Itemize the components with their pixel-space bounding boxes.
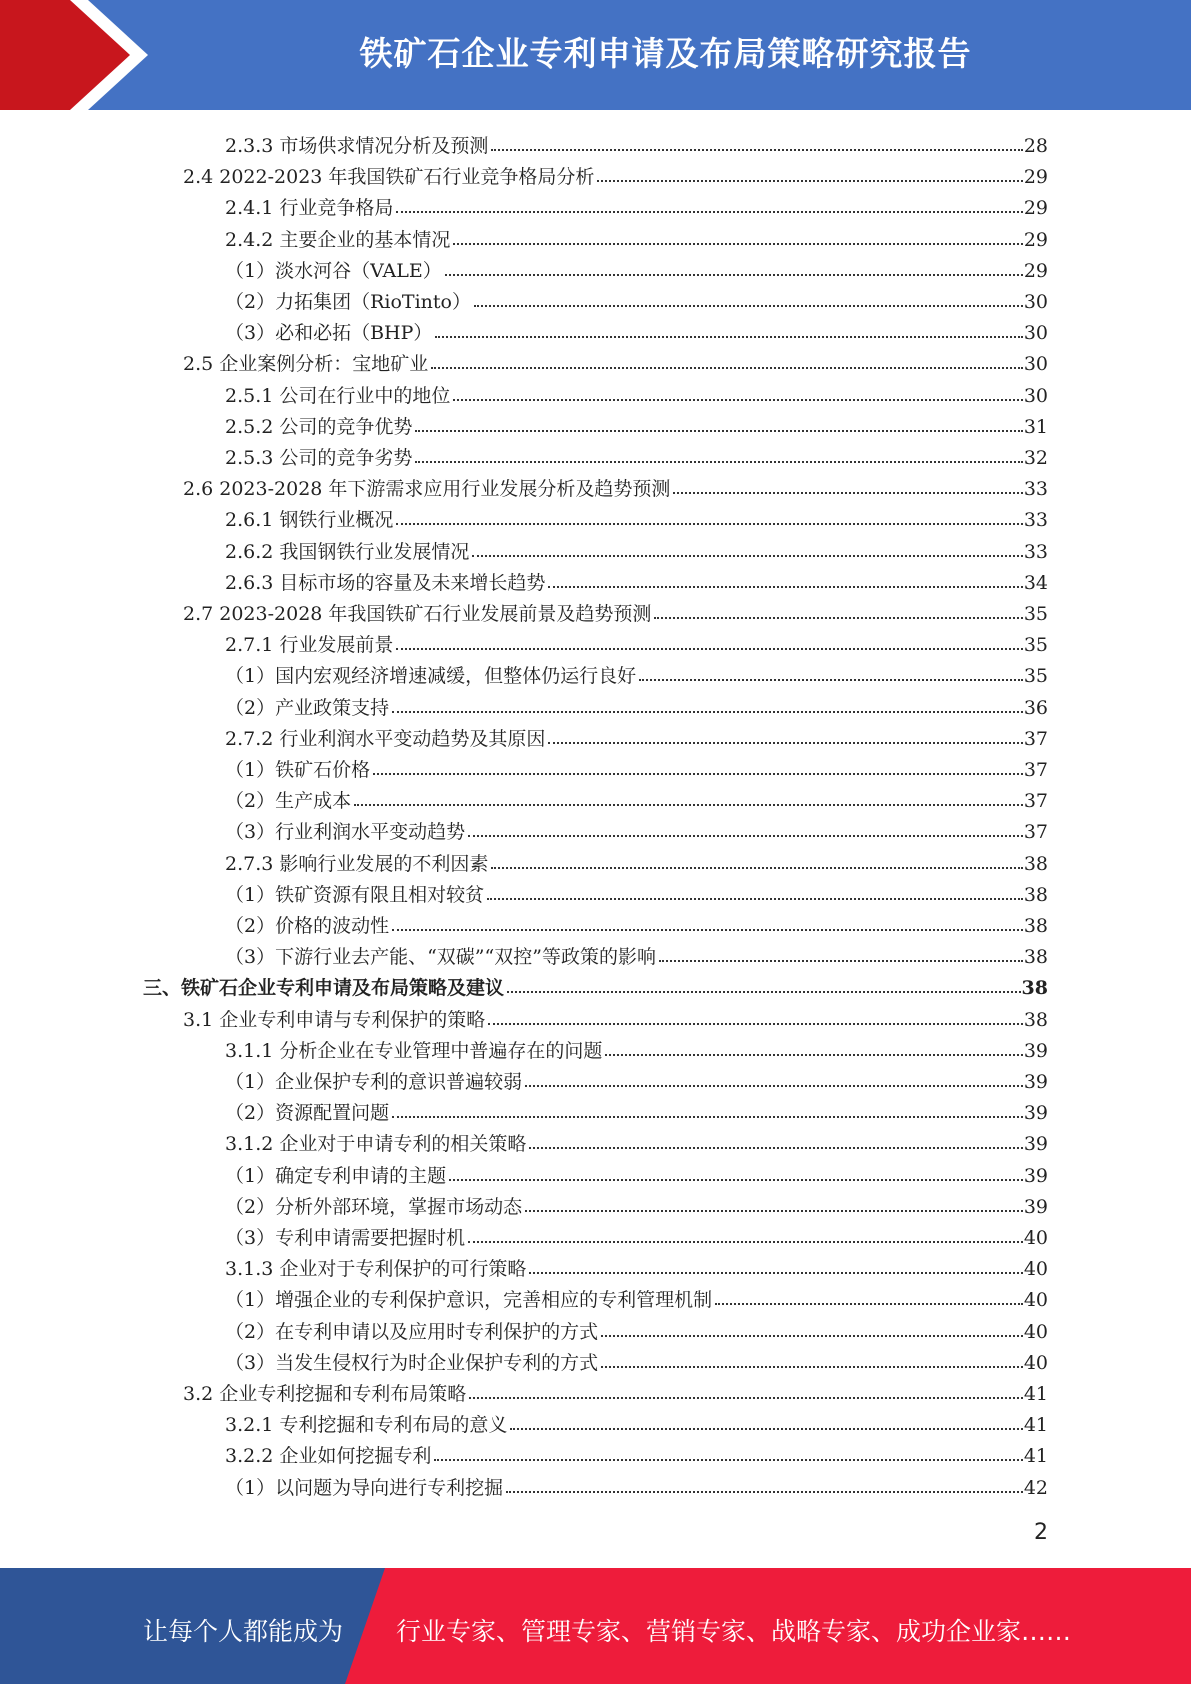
toc-entry-page: 31 (1023, 415, 1048, 438)
toc-dot-leader (392, 711, 1023, 713)
toc-dot-leader (654, 617, 1022, 619)
toc-entry-page: 29 (1023, 228, 1048, 251)
toc-entry-page: 30 (1023, 353, 1048, 376)
toc-entry-page: 40 (1023, 1351, 1048, 1374)
toc-dot-leader (392, 1116, 1023, 1118)
toc-entry-page: 29 (1023, 166, 1048, 189)
toc-entry-page: 40 (1023, 1227, 1048, 1249)
toc-entry[interactable] (225, 252, 1048, 283)
toc-dot-leader (507, 991, 1021, 993)
toc-entry-title: （2）力拓集团（RioTinto） (225, 291, 471, 313)
toc-entry[interactable] (225, 1032, 1048, 1063)
toc-entry[interactable] (183, 345, 1048, 376)
toc-entry-page: 36 (1023, 696, 1048, 719)
toc-entry-title: 2.7 2023-2028 年我国铁矿石行业发展前景及趋势预测 (183, 603, 652, 625)
toc-entry-title: 2.5 企业案例分析：宝地矿业 (183, 353, 429, 376)
toc-entry[interactable] (225, 1094, 1048, 1125)
toc-entry-page: 40 (1023, 1289, 1048, 1312)
toc-entry[interactable] (225, 1281, 1048, 1312)
toc-dot-leader (639, 679, 1023, 681)
toc-entry-title: 3.1.1 分析企业在专业管理中普遍存在的问题 (225, 1039, 603, 1062)
toc-dot-leader (715, 1303, 1023, 1305)
toc-dot-leader (548, 742, 1022, 744)
toc-entry-title: 2.4 2022-2023 年我国铁矿石行业竞争格局分析 (183, 166, 595, 189)
toc-entry-title: 3.1.2 企业对于申请专利的相关策略 (225, 1133, 527, 1156)
toc-entry-page: 41 (1023, 1383, 1048, 1405)
toc-entry[interactable] (225, 938, 1048, 969)
toc-dot-leader (468, 1241, 1023, 1243)
toc-entry-page: 41 (1023, 1445, 1048, 1468)
toc-entry-title: 2.6.1 钢铁行业概况 (225, 509, 394, 532)
toc-entry-page: 38 (1023, 852, 1048, 875)
toc-dot-leader (488, 1023, 1023, 1025)
toc-entry[interactable] (225, 377, 1048, 408)
toc-entry-title: 3.2 企业专利挖掘和专利布局策略 (183, 1383, 467, 1405)
toc-entry[interactable] (225, 1250, 1048, 1281)
toc-dot-leader (434, 1459, 1022, 1461)
toc-entry-title: （1）企业保护专利的意识普遍较弱 (225, 1071, 523, 1093)
toc-entry[interactable] (225, 564, 1048, 595)
toc-dot-leader (601, 1335, 1023, 1337)
toc-entry-title: （2）分析外部环境，掌握市场动态 (225, 1195, 523, 1218)
page-header (0, 0, 1191, 110)
toc-entry[interactable] (183, 158, 1048, 189)
report-title: 铁矿石企业专利申请及布局策略研究报告 (359, 34, 972, 73)
toc-entry[interactable] (225, 314, 1048, 345)
toc-entry-title: 2.3.3 市场供求情况分析及预测 (225, 135, 489, 157)
toc-entry-title: （1）增强企业的专利保护意识，完善相应的专利管理机制 (225, 1289, 713, 1312)
toc-entry-page: 38 (1021, 977, 1048, 1000)
toc-dot-leader (474, 305, 1023, 307)
toc-entry-title: （3）当发生侵权行为时企业保护专利的方式 (225, 1351, 599, 1374)
toc-entry-page: 39 (1023, 1195, 1048, 1218)
toc-entry-page: 39 (1023, 1164, 1048, 1187)
toc-dot-leader (373, 773, 1023, 775)
toc-entry-title: 2.5.1 公司在行业中的地位 (225, 384, 451, 407)
toc-entry[interactable] (225, 189, 1048, 220)
toc-entry-page: 39 (1023, 1133, 1048, 1156)
toc-entry[interactable] (225, 1125, 1048, 1156)
toc-dot-leader (673, 492, 1022, 494)
toc-entry-page: 38 (1023, 946, 1048, 969)
toc-dot-leader (396, 211, 1022, 213)
toc-entry[interactable] (225, 907, 1048, 938)
toc-entry-title: （2）生产成本 (225, 790, 352, 813)
toc-entry-title: 3.2.1 专利挖掘和专利布局的意义 (225, 1414, 508, 1437)
toc-dot-leader (487, 898, 1023, 900)
toc-entry[interactable] (225, 813, 1048, 844)
toc-entry[interactable] (225, 720, 1048, 751)
toc-dot-leader (396, 523, 1022, 525)
toc-dot-leader (601, 1366, 1023, 1368)
toc-entry-page: 30 (1023, 291, 1048, 313)
toc-dot-leader (469, 1397, 1023, 1399)
toc-entry-title: （3）必和必拓（BHP） (225, 322, 433, 345)
toc-entry-page: 40 (1023, 1258, 1048, 1281)
toc-entry-page: 28 (1023, 135, 1048, 157)
toc-entry-title: （2）产业政策支持 (225, 696, 390, 719)
toc-entry-page: 29 (1023, 259, 1048, 282)
toc-entry[interactable] (225, 626, 1048, 657)
toc-entry[interactable] (225, 127, 1048, 158)
toc-entry[interactable] (225, 283, 1048, 314)
toc-entry-page: 38 (1023, 883, 1048, 906)
toc-entry-title: 2.6 2023-2028 年下游需求应用行业发展分析及趋势预测 (183, 478, 671, 501)
toc-entry-page: 34 (1023, 571, 1048, 594)
toc-entry-title: （1）铁矿石价格 (225, 759, 371, 781)
toc-entry[interactable] (225, 1063, 1048, 1094)
toc-entry-title: 三、铁矿石企业专利申请及布局策略及建议 (143, 977, 505, 1000)
toc-dot-leader (491, 867, 1022, 869)
toc-entry-page: 30 (1023, 384, 1048, 407)
toc-dot-leader (396, 648, 1022, 650)
toc-entry[interactable] (183, 595, 1048, 626)
toc-entry-page: 37 (1023, 790, 1048, 813)
toc-dot-leader (415, 430, 1022, 432)
toc-entry[interactable] (225, 876, 1048, 907)
toc-entry-title: 2.6.2 我国钢铁行业发展情况 (225, 540, 470, 563)
toc-entry-page: 33 (1023, 509, 1048, 532)
toc-dot-leader (453, 399, 1022, 401)
toc-entry[interactable] (183, 1001, 1048, 1032)
toc-entry-title: （1）国内宏观经济增速减缓，但整体仍运行良好 (225, 665, 637, 688)
toc-entry[interactable] (225, 1469, 1048, 1500)
toc-entry[interactable] (225, 221, 1048, 252)
toc-entry-page: 33 (1023, 478, 1048, 501)
toc-entry-page: 38 (1023, 1008, 1048, 1031)
toc-entry[interactable] (225, 1219, 1048, 1250)
toc-entry[interactable] (225, 1406, 1048, 1437)
toc-entry-title: 2.5.3 公司的竞争劣势 (225, 447, 413, 469)
toc-entry[interactable] (225, 1437, 1048, 1468)
toc-entry[interactable] (143, 969, 1048, 1000)
toc-entry-title: 2.7.3 影响行业发展的不利因素 (225, 852, 489, 875)
toc-dot-leader (529, 1272, 1022, 1274)
toc-dot-leader (472, 555, 1022, 557)
toc-entry-title: 3.2.2 企业如何挖掘专利 (225, 1445, 432, 1468)
toc-entry-title: （3）行业利润水平变动趋势 (225, 821, 466, 844)
toc-entry-title: 2.7.1 行业发展前景 (225, 634, 394, 657)
toc-entry[interactable] (225, 1157, 1048, 1188)
toc-dot-leader (525, 1085, 1023, 1087)
toc-entry-page: 32 (1023, 447, 1048, 469)
page-footer (0, 1568, 1191, 1684)
toc-entry-title: 2.4.2 主要企业的基本情况 (225, 228, 451, 251)
toc-entry[interactable] (183, 1375, 1048, 1406)
toc-dot-leader (415, 461, 1022, 463)
toc-entry-page: 39 (1023, 1039, 1048, 1062)
toc-entry-page: 37 (1023, 759, 1048, 781)
footer-slogan-right: 行业专家、管理专家、营销专家、战略专家、成功企业家…… (396, 1617, 1072, 1646)
toc-entry[interactable] (225, 782, 1048, 813)
toc-dot-leader (525, 1210, 1023, 1212)
toc-entry-title: （1）淡水河谷（VALE） (225, 259, 442, 282)
toc-entry-page: 35 (1023, 603, 1048, 625)
toc-entry-title: 3.1.3 企业对于专利保护的可行策略 (225, 1258, 527, 1281)
page-number: 2 (1034, 1520, 1048, 1545)
toc-entry[interactable] (225, 533, 1048, 564)
toc-entry-title: 2.5.2 公司的竞争优势 (225, 415, 413, 438)
toc-entry-page: 40 (1023, 1320, 1048, 1343)
toc-entry[interactable] (225, 1344, 1048, 1375)
toc-entry[interactable] (225, 751, 1048, 782)
toc-entry-page: 39 (1023, 1102, 1048, 1125)
toc-entry[interactable] (225, 689, 1048, 720)
toc-entry-title: （3）专利申请需要把握时机 (225, 1227, 466, 1249)
footer-slogan-left: 让每个人都能成为 (143, 1617, 344, 1646)
header-chevron-decoration (0, 0, 160, 110)
toc-dot-leader (392, 929, 1023, 931)
toc-dot-leader (445, 274, 1023, 276)
toc-entry-page: 33 (1023, 540, 1048, 563)
toc-dot-leader (491, 149, 1022, 151)
toc-entry-title: （3）下游行业去产能、“双碳”“双控”等政策的影响 (225, 946, 656, 969)
toc-dot-leader (431, 367, 1023, 369)
toc-dot-leader (529, 1147, 1022, 1149)
toc-dot-leader (506, 1491, 1023, 1493)
toc-entry-page: 42 (1023, 1476, 1048, 1499)
toc-entry-page: 37 (1023, 727, 1048, 750)
toc-entry[interactable] (225, 408, 1048, 439)
toc-entry[interactable] (225, 439, 1048, 470)
toc-entry[interactable] (225, 657, 1048, 688)
toc-dot-leader (597, 180, 1022, 182)
toc-entry-title: （2）在专利申请以及应用时专利保护的方式 (225, 1320, 599, 1343)
toc-dot-leader (453, 243, 1022, 245)
toc-entry-title: 2.6.3 目标市场的容量及未来增长趋势 (225, 571, 546, 594)
toc-dot-leader (510, 1428, 1022, 1430)
toc-dot-leader (354, 804, 1023, 806)
toc-entry-page: 39 (1023, 1071, 1048, 1093)
toc-entry[interactable] (183, 470, 1048, 501)
toc-dot-leader (605, 1054, 1022, 1056)
toc-entry-title: 3.1 企业专利申请与专利保护的策略 (183, 1008, 486, 1031)
toc-dot-leader (435, 336, 1022, 338)
toc-entry-title: 2.7.2 行业利润水平变动趋势及其原因 (225, 727, 546, 750)
toc-entry-title: 2.4.1 行业竞争格局 (225, 197, 394, 220)
toc-entry-title: （1）铁矿资源有限且相对较贫 (225, 883, 485, 906)
toc-entry-title: （2）资源配置问题 (225, 1102, 390, 1125)
toc-entry-page: 38 (1023, 915, 1048, 937)
toc-entry-page: 29 (1023, 197, 1048, 220)
toc-entry-page: 41 (1023, 1414, 1048, 1437)
toc-entry-page: 30 (1023, 322, 1048, 345)
toc-entry-page: 35 (1023, 665, 1048, 688)
toc-dot-leader (449, 1179, 1023, 1181)
toc-entry-page: 35 (1023, 634, 1048, 657)
toc-entry-title: （2）价格的波动性 (225, 915, 390, 937)
toc-dot-leader (659, 960, 1023, 962)
toc-dot-leader (468, 835, 1023, 837)
toc-entry[interactable] (225, 501, 1048, 532)
toc-entry-title: （1）以问题为导向进行专利挖掘 (225, 1476, 504, 1499)
toc-entry-page: 37 (1023, 821, 1048, 844)
toc-entry[interactable] (225, 1188, 1048, 1219)
toc-entry[interactable] (225, 845, 1048, 876)
toc-dot-leader (548, 586, 1022, 588)
toc-entry[interactable] (225, 1313, 1048, 1344)
toc-entry-title: （1）确定专利申请的主题 (225, 1164, 447, 1187)
